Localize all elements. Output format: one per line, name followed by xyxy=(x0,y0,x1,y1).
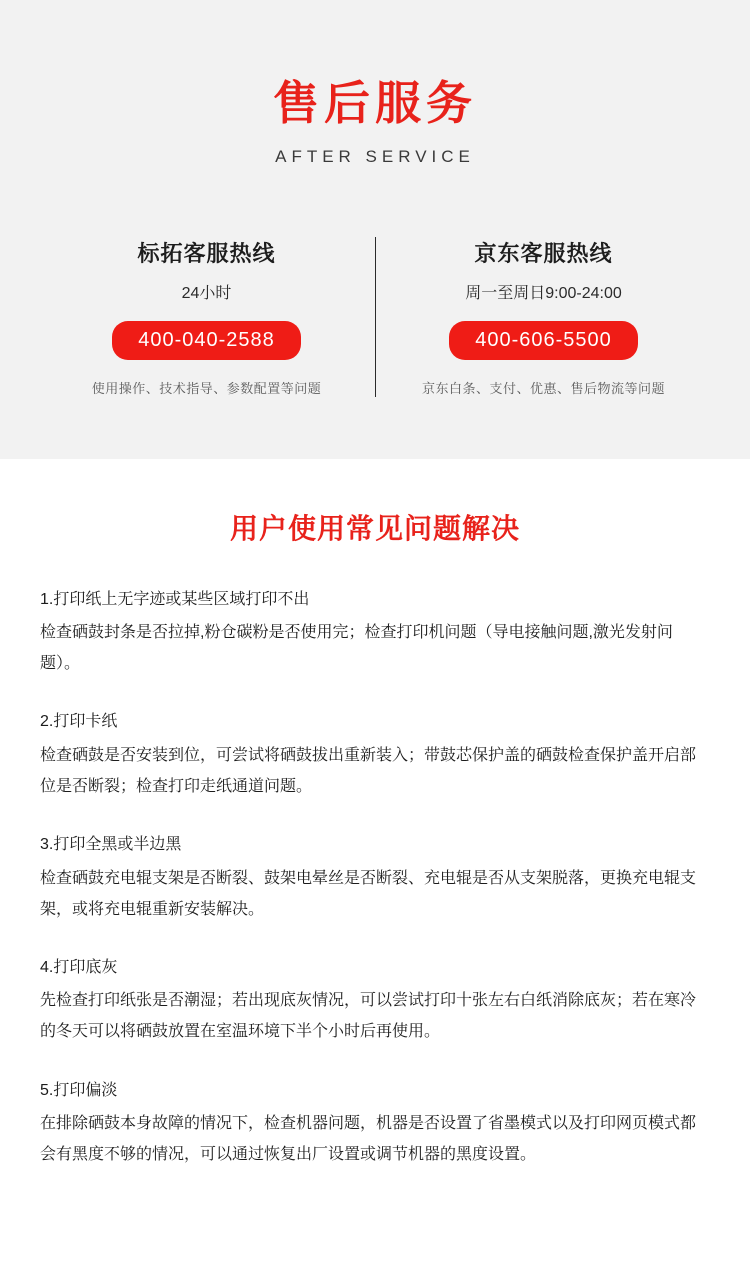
faq-question: 5.打印偏淡 xyxy=(40,1081,118,1099)
faq-question: 3.打印全黑或半边黑 xyxy=(40,836,182,854)
faq-title: 用户使用常见问题解决 xyxy=(229,512,520,544)
hotline-description: 使用操作、技术指导、参数配置等问题 xyxy=(91,380,322,396)
vertical-divider xyxy=(375,237,376,397)
list-item xyxy=(40,1076,710,1171)
hotline-phone-badge[interactable]: 400-606-5500 xyxy=(449,321,638,360)
hotline-name: 标拓客服热线 xyxy=(137,240,276,266)
faq-list xyxy=(40,585,710,1171)
list-item xyxy=(40,953,710,1048)
faq-answer: 先检查打印纸张是否潮湿；若出现底灰情况，可以尝试打印十张左右白纸消除底灰；若在寒冷的冬天可以将硒鼓放置在室温环境下半个小时后再使用。 xyxy=(40,992,697,1041)
faq-question: 4.打印底灰 xyxy=(40,958,118,976)
list-item xyxy=(40,585,710,680)
faq-question: 1.打印纸上无字迹或某些区域打印不出 xyxy=(40,590,310,608)
page-subtitle: AFTER SERVICE xyxy=(275,146,475,166)
hotline-card-brand xyxy=(57,237,357,397)
list-item xyxy=(40,707,710,802)
faq-question: 2.打印卡纸 xyxy=(40,713,118,731)
faq-section xyxy=(0,507,750,1171)
faq-answer: 检查硒鼓封条是否拉掉,粉仓碳粉是否使用完；检查打印机问题（导电接触问题,激光发射问题）。 xyxy=(40,623,673,673)
page-title: 售后服务 xyxy=(273,77,477,129)
list-item xyxy=(40,830,710,925)
after-service-banner xyxy=(0,0,750,459)
faq-answer: 在排除硒鼓本身故障的情况下，检查机器问题，机器是否设置了省墨模式以及打印网页模式都会有黑度不够的情况，可以通过恢复出厂设置或调节机器的黑度设置。 xyxy=(40,1115,697,1164)
hotline-description: 京东白条、支付、优惠、售后物流等问题 xyxy=(421,380,665,396)
faq-answer: 检查硒鼓是否安装到位，可尝试将硒鼓拔出重新装入；带鼓芯保护盖的硒鼓检查保护盖开启部位是否断裂；检查打印走纸通道问题。 xyxy=(40,746,697,795)
hotline-phone-badge[interactable]: 400-040-2588 xyxy=(112,321,301,360)
hotline-card-jd xyxy=(394,237,694,397)
hotline-group xyxy=(0,237,750,397)
hotline-hours: 24小时 xyxy=(181,284,232,302)
hotline-hours: 周一至周日9:00-24:00 xyxy=(465,284,622,302)
hotline-name: 京东客服热线 xyxy=(474,240,613,266)
faq-answer: 检查硒鼓充电辊支架是否断裂、鼓架电晕丝是否断裂、充电辊是否从支架脱落，更换充电辊支架，或将充电辊重新安装解决。 xyxy=(40,869,697,918)
